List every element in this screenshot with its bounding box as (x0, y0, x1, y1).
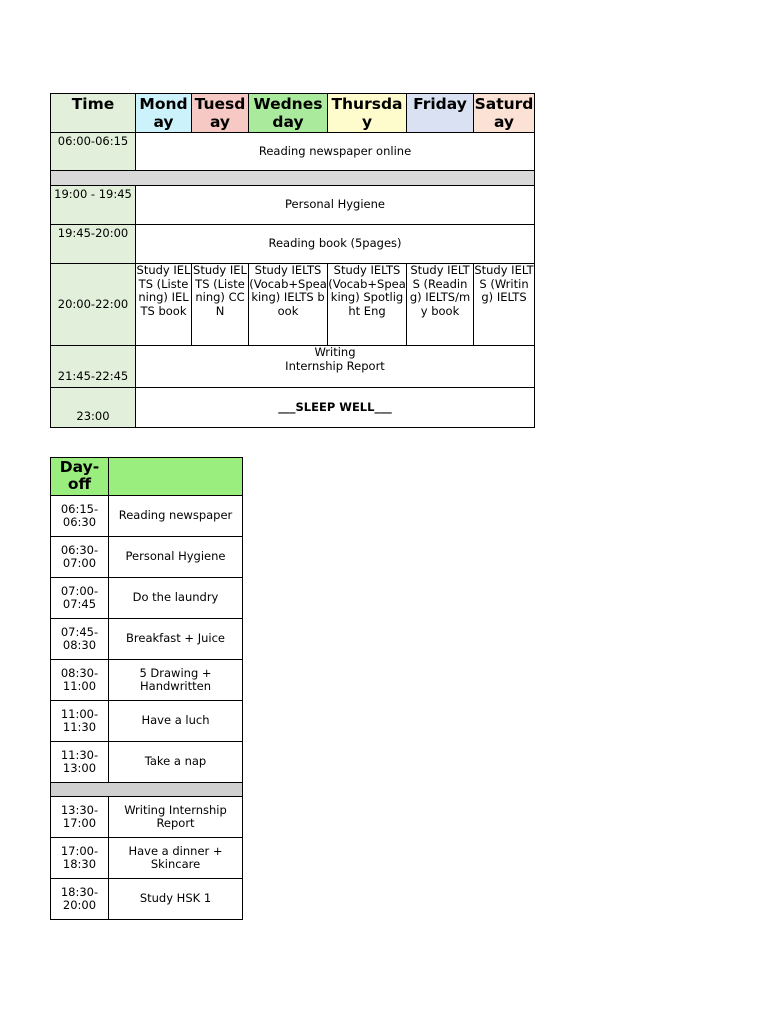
time-cell[interactable]: 08:30-11:00 (51, 660, 109, 701)
header-wednesday[interactable]: Wednesday (249, 94, 328, 133)
table-row (51, 797, 243, 838)
table-row (51, 838, 243, 879)
time-cell[interactable]: 20:00-22:00 (51, 264, 136, 346)
study-cell-saturday[interactable]: Study IELTS (Writing) IELTS (474, 264, 535, 346)
sleep-cell[interactable]: ___SLEEP WELL___ (136, 388, 535, 428)
table-row (51, 496, 243, 537)
activity-cell[interactable]: Personal Hygiene (136, 186, 535, 225)
time-cell[interactable]: 11:30-13:00 (51, 742, 109, 783)
time-cell[interactable]: 19:00 - 19:45 (51, 186, 136, 225)
table-row (51, 701, 243, 742)
table-row (51, 742, 243, 783)
study-cell-thursday[interactable]: Study IELTS (Vocab+Speaking) Spotlight Eng (328, 264, 407, 346)
activity-cell[interactable]: Reading newspaper online (136, 133, 535, 171)
table-row (51, 879, 243, 920)
activity-cell[interactable]: Writing Internship Report (109, 797, 243, 838)
dayoff-header-row (51, 458, 243, 496)
activity-cell[interactable]: Reading book (5pages) (136, 225, 535, 264)
study-cell-friday[interactable]: Study IELTS (Reading) IELTS/my book (407, 264, 474, 346)
time-cell[interactable]: 11:00-11:30 (51, 701, 109, 742)
time-cell[interactable]: 18:30-20:00 (51, 879, 109, 920)
separator-cell (51, 171, 535, 186)
time-cell[interactable]: 06:15-06:30 (51, 496, 109, 537)
header-thursday[interactable]: Thursday (328, 94, 407, 133)
activity-cell[interactable]: Study HSK 1 (109, 879, 243, 920)
activity-cell[interactable]: Take a nap (109, 742, 243, 783)
table-row (51, 578, 243, 619)
activity-cell[interactable]: Personal Hygiene (109, 537, 243, 578)
time-cell[interactable]: 06:30-07:00 (51, 537, 109, 578)
table-row (51, 388, 535, 428)
time-cell[interactable]: 07:45-08:30 (51, 619, 109, 660)
table-row (51, 346, 535, 388)
table-row (51, 264, 535, 346)
activity-cell[interactable]: Have a dinner + Skincare (109, 838, 243, 879)
header-tuesday[interactable]: Tuesday (192, 94, 249, 133)
activity-line: Internship Report (285, 358, 385, 373)
activity-line: Writing (314, 345, 356, 359)
time-cell[interactable]: 23:00 (51, 388, 136, 428)
time-cell[interactable]: 06:00-06:15 (51, 133, 136, 171)
time-cell[interactable]: 19:45-20:00 (51, 225, 136, 264)
table-row (51, 225, 535, 264)
activity-cell[interactable]: Reading newspaper (109, 496, 243, 537)
activity-cell[interactable]: Breakfast + Juice (109, 619, 243, 660)
activity-cell[interactable]: 5 Drawing + Handwritten (109, 660, 243, 701)
separator-row (51, 783, 243, 797)
header-friday[interactable]: Friday (407, 94, 474, 133)
time-cell[interactable]: 07:00-07:45 (51, 578, 109, 619)
header-monday[interactable]: Monday (136, 94, 192, 133)
dayoff-header[interactable]: Day-off (51, 458, 109, 496)
table-row (51, 619, 243, 660)
table-row (51, 660, 243, 701)
table-row (51, 186, 535, 225)
study-cell-wednesday[interactable]: Study IELTS (Vocab+Speaking) IELTS book (249, 264, 328, 346)
dayoff-header-blank[interactable] (109, 458, 243, 496)
header-saturday[interactable]: Saturday (474, 95, 534, 131)
separator-row (51, 171, 535, 186)
weekly-schedule-table (50, 93, 535, 428)
dayoff-schedule-table (50, 457, 243, 920)
table-row (51, 133, 535, 171)
time-cell[interactable]: 17:00-18:30 (51, 838, 109, 879)
time-cell[interactable]: 21:45-22:45 (51, 346, 136, 388)
activity-cell[interactable]: Do the laundry (109, 578, 243, 619)
time-cell[interactable]: 13:30-17:00 (51, 797, 109, 838)
weekly-header-row (51, 94, 535, 133)
study-cell-monday[interactable]: Study IELTS (Listening) IELTS book (136, 264, 192, 346)
activity-cell[interactable] (136, 346, 535, 388)
table-row (51, 537, 243, 578)
separator-cell (51, 783, 243, 797)
activity-cell[interactable]: Have a luch (109, 701, 243, 742)
study-cell-tuesday[interactable]: Study IELTS (Listening) CCN (192, 264, 249, 346)
header-time[interactable]: Time (51, 94, 136, 133)
